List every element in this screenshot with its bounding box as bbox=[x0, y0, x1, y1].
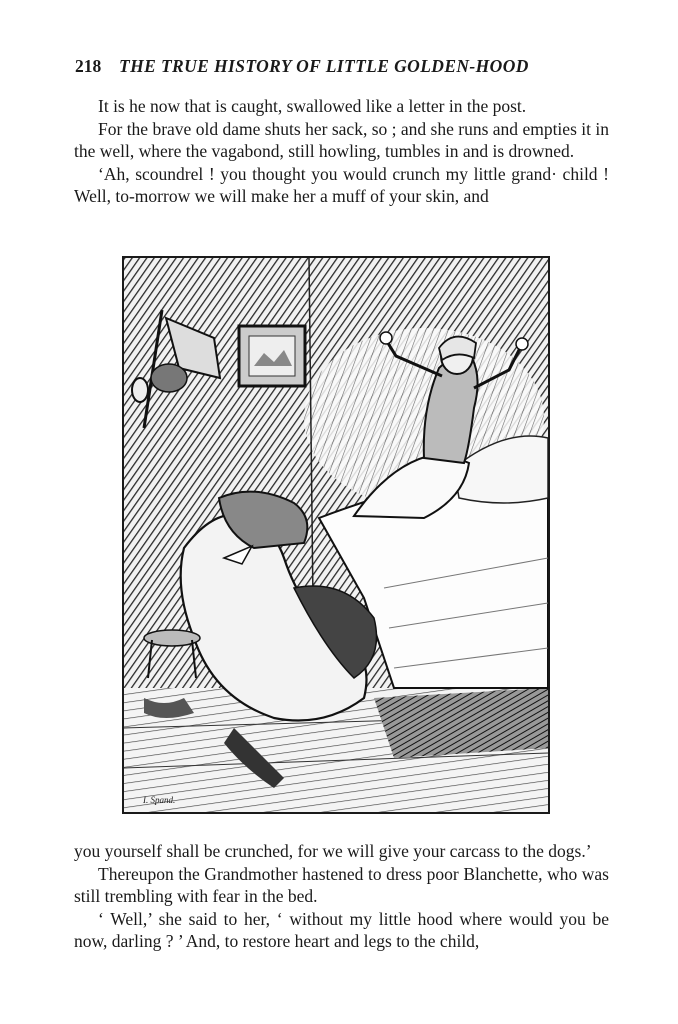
engraving-illustration bbox=[122, 256, 550, 814]
engraving-drawing bbox=[124, 258, 548, 812]
running-title: THE TRUE HISTORY OF LITTLE GOLDEN-HOOD bbox=[119, 56, 529, 76]
body-text-bottom bbox=[74, 840, 609, 953]
page-number: 218 bbox=[75, 56, 102, 76]
paragraph: ‘Ah, scoundrel ! you thought you would crunch my little grand· child ! Well, to-morrow we will make her a muff of your skin, and bbox=[74, 163, 609, 206]
paragraph: It is he now that is caught, swallowed like a letter in the post. bbox=[98, 96, 527, 116]
framed-picture bbox=[239, 326, 305, 386]
rug bbox=[374, 688, 548, 758]
running-head bbox=[75, 56, 615, 82]
paragraph: ‘ Well,’ she said to her, ‘ without my little hood where would you be now, darling ? ’ And, to restore heart and legs to the child, bbox=[74, 908, 609, 951]
artist-signature: I. Spand. bbox=[143, 795, 176, 805]
paragraph: Thereupon the Grandmother hastened to dress poor Blanchette, who was still trembling with fear in the bed. bbox=[74, 863, 609, 906]
paragraph: For the brave old dame shuts her sack, so ; and she runs and empties it in the well, where the vagabond, still howling, tumbles in and is drowned. bbox=[74, 118, 609, 161]
body-text-top bbox=[74, 95, 609, 208]
paragraph: you yourself shall be crunched, for we will give your carcass to the dogs.’ bbox=[74, 841, 592, 861]
